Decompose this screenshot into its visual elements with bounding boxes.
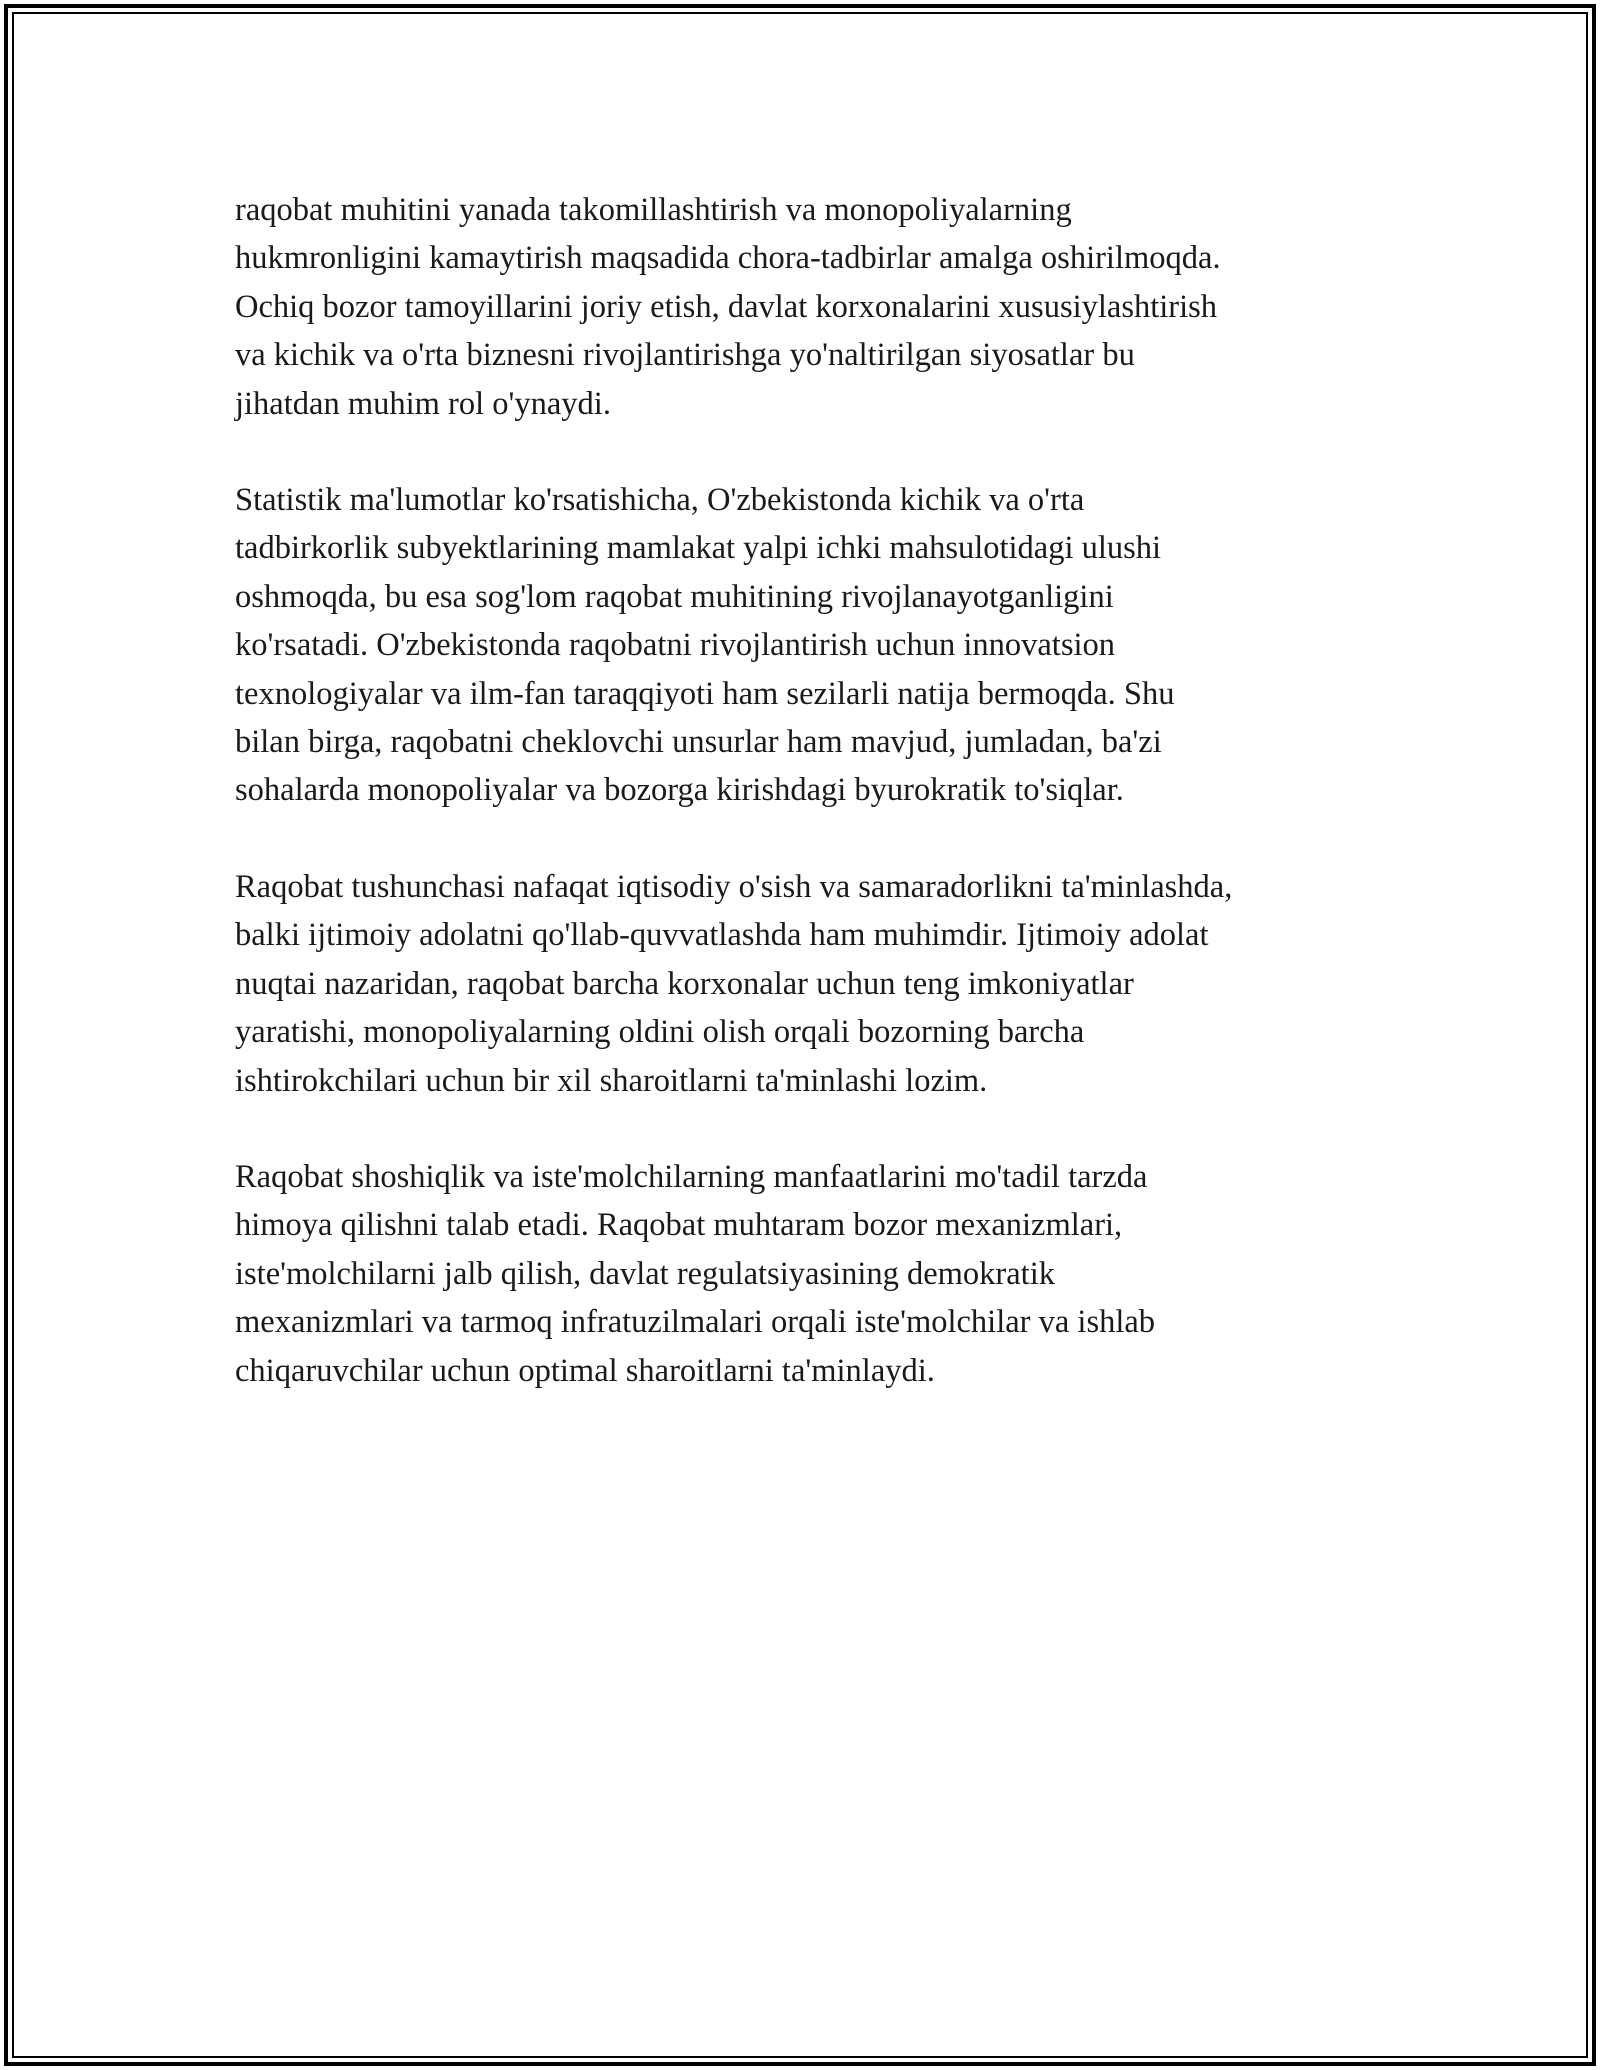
paragraph-2: Statistik ma'lumotlar ko'rsatishicha, O'zbekistonda kichik va o'rta tadbirkorlik subyektlarining mamlakat yalpi ichki mahsulotidagi ulushi oshmoqda, bu esa sog'lom raqobat muhitining rivojlanayotganligini ko'rsatadi. O'zbekistonda raqobatni rivojlantirish uchun innovatsion texnologiyalar va ilm-fan taraqqiyoti ham sezilarli natija bermoqda. Shu bilan birga, raqobatni cheklovchi unsurlar ham mavjud, jumladan, ba'zi sohalarda monopoliyalar va bozorga kirishdagi byurokratik to'siqlar. — [235, 482, 1175, 809]
paragraph-4: Raqobat shoshiqlik va iste'molchilarning manfaatlarini mo'tadil tarzda himoya qilishni talab etadi. Raqobat muhtaram bozor mexanizmlari, iste'molchilarni jalb qilish, davlat regulatsiyasining demokratik mexanizmlari va tarmoq infratuzilmalari orqali iste'molchilar va ishlab chiqaruvchilar uchun optimal sharoitlarni ta'minlaydi. — [235, 1158, 1156, 1389]
paragraph-3: Raqobat tushunchasi nafaqat iqtisodiy o'sish va samaradorlikni ta'minlashda, balki ijtimoiy adolatni qo'llab-quvvatlashda ham muhimdir. Ijtimoiy adolat nuqtai nazaridan, raqobat barcha korxonalar uchun teng imkoniyatlar yaratishi, monopoliyalarning oldini olish orqali bozorning barcha ishtirokchilari uchun bir xil sharoitlarni ta'minlashi lozim. — [235, 868, 1233, 1099]
paragraph-1: raqobat muhitini yanada takomillashtirish va monopoliyalarning hukmronligini kamaytirish maqsadida chora-tadbirlar amalga oshirilmoqda. Ochiq bozor tamoyillarini joriy etish, davlat korxonalarini xususiylashtirish va kichik va o'rta biznesni rivojlantirishga yo'naltirilgan siyosatlar bu jihatdan muhim rol o'ynaydi. — [235, 192, 1221, 422]
document-body — [235, 186, 1375, 1395]
